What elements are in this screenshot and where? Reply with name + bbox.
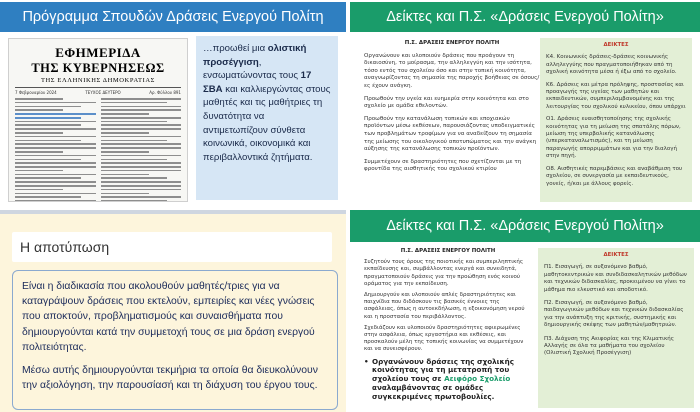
- quote-text-3: και καλλιεργώντας στους μαθητές και τις μαθήτριες τη δυνατότητα να αντιμετωπίζουν σύνθετα κοινωνικά, οικονομικά και περιβαλλοντικά ζητήματα.: [203, 83, 331, 163]
- slide-4-right-caption: ΔΕΙΚΤΕΣ: [603, 252, 629, 258]
- slide-4-left-caption: Π.Σ. ΔΡΑΣΕΙΣ ΕΝΕΡΓΟΥ ΠΟΛΙΤΗ: [400, 248, 496, 254]
- slide-2-indicator: Κ4. Κοινωνικές δράσεις-δράσεις κοινωνικής αλληλεγγύης που πραγματοποιήθηκαν από τη σχολική κοινότητα μέσα ή έξω από το σχολείο.: [546, 54, 677, 76]
- gazette-head-2: ΤΗΣ ΚΥΒΕΡΝΗΣΕΩΣ: [31, 61, 165, 75]
- gazette-meta: [15, 90, 181, 95]
- slide-1-title: Πρόγραμμα Σπουδών Δράσεις Ενεργού Πολίτη: [0, 2, 346, 32]
- gazette-issue: ΤΕΥΧΟΣ ΔΕΥΤΕΡΟ: [85, 90, 121, 95]
- gazette-image: [8, 38, 188, 202]
- slide-1[interactable]: [0, 0, 346, 206]
- slide-4-bullet: [364, 358, 532, 402]
- slide-2-left-paragraph: Προωθούν την υγεία και ευημερία στην κοινότητα και στο σχολείο με ομάδα εθελοντών.: [364, 95, 529, 110]
- slide-2-indicator: Ο8. Αισθητικές παρεμβάσεις και αναβάθμιση του σχολείου, σε συνεργασία με εκπαιδευτικούς, γονείς, ή/και με άλλους φορείς.: [546, 165, 683, 187]
- quote-text-1: …προωθεί μια: [203, 43, 268, 54]
- slide-3[interactable]: [0, 210, 346, 412]
- gazette-sheet: Αρ. Φύλλου 891: [149, 90, 181, 95]
- slide-2-title: Δείκτες και Π.Σ. «Δράσεις Ενεργού Πολίτη»: [350, 2, 700, 32]
- bullet-text-2: αναλαμβάνοντας σε ομάδες συγκεκριμένες πρωτοβουλίες.: [372, 383, 495, 401]
- slide-4[interactable]: [350, 210, 700, 412]
- slide-4-indicator: Π1. Εισαγωγή, σε αυξανόμενο βαθμό, μαθητοκεντρικών και συνδιδασκαλητικών μεθόδων και τεχνικών διδασκαλίας, προκειμένου να γίνει το μάθημα πιο ελκυστικό και αποδοτικό.: [544, 264, 687, 293]
- slide-2-left-paragraph: Συμμετέχουν σε δραστηριότητες που σχετίζονται με τη φροντίδα της αισθητικής του σχολικού κτιρίου: [364, 158, 522, 173]
- slide-2[interactable]: [350, 0, 700, 206]
- bullet-text-1: Οργανώνουν δράσεις της σχολικής κοινότητας για τη μετατροπή του σχολείου τους σε: [372, 356, 514, 384]
- slide-2-curriculum-column: [364, 40, 540, 204]
- bullet-highlight: Αειφόρο Σχολείο: [444, 374, 511, 384]
- slide-4-curriculum-column: [364, 248, 532, 412]
- gazette-head-3: ΤΗΣ ΕΛΛΗΝΙΚΗΣ ΔΗΜΟΚΡΑΤΙΑΣ: [40, 77, 156, 84]
- slide-4-left-paragraph: Σχεδιάζουν και υλοποιούν δραστηριότητες αφιερωμένες στην ασφάλεια, όπως εργαστήρια και εκθέσεις, και προσκαλούν μέλη της τοπικής κοινωνίας να συμμετέχουν και να συνεισφέρουν.: [364, 324, 524, 353]
- gazette-text-columns: [15, 98, 181, 202]
- slide-4-indicator: Π2. Εισαγωγή, σε αυξανόμενο βαθμό, παιδαγωγικών μεθόδων και τεχνικών διδασκαλίας για την ανάπτυξη της κριτικής, συστημικής και δημιουργικής σκέψης των μαθητών/μαθητριών.: [544, 300, 684, 329]
- slide-3-paragraph-2: Μέσω αυτής δημιουργούνται τεκμήρια τα οποία θα διευκολύνουν την αξιολόγηση, την παρουσίασή και τη διάχυση του έργου τους.: [22, 365, 318, 392]
- gazette-date: 7 Φεβρουαρίου 2024: [15, 90, 57, 95]
- slide-2-indicator: Ο1. Δράσεις ευαισθητοποίησης της σχολικής κοινότητας για τη μείωση της σπατάλης πόρων, μείωση της υπερβολικής κατανάλωσης (υπερκαταναλωτισμός), και τη μείωση παραγωγής απορριμμάτων και για την διαλογή στην πηγή.: [546, 116, 681, 160]
- slide-3-paragraph-1: Είναι η διαδικασία που ακολουθούν μαθητές/τριες για να καταγράψουν δράσεις που εκτελούν, εμπειρίες και νέες γνώσεις που αποκτούν, προβληματισμούς και συναισθήματα που δημιουργούνται κατά την συμμετοχή τους σε μια δράση ενεργού πολιτειότητας.: [22, 281, 315, 353]
- slide-2-left-paragraph: Οργανώνουν και υλοποιούν δράσεις που προάγουν τη δικαιοσύνη, το μοίρασμα, την αλληλεγγύη και την ισότητα, τόσο εντός του σχολείου όσο και στην τοπική κοινότητα, αναγνωρίζοντας τη σημασία της παροχής βοήθειας σε όσους/ες έχουν ανάγκη.: [364, 52, 540, 89]
- gazette-rule: [15, 87, 181, 88]
- slide-3-body: [12, 270, 338, 410]
- slide-2-left-paragraph: Προωθούν την κατανάλωση τοπικών και εποχιακών προϊόντων μέσω εκθέσεων, παρουσιάζοντας υποδειγματικές των προβλημάτων τροφίμων για να αναδείξουν τη σημασία της μείωσης του οικολογικού αποτυπώματος και την ανάγκη αύξησης της κατανάλωσης τοπικών προϊόντων.: [364, 115, 537, 153]
- slide-4-left-paragraph: Συζητούν τους όρους της ποιοτικής και συμπεριληπτικής εκπαίδευσης και, συμβάλλοντας ενεργά και συνειδητά, πραγματοποιούν δράσεις για την προώθηση ενός κοινού οράματος για την εκπαίδευση.: [364, 259, 524, 287]
- slide-4-left-paragraph: Δημιουργούν και υλοποιούν απλές δραστηριότητες και παιχνίδια που διδάσκουν τις βασικές έννοιες της ασφάλειας, όπως η αυτοεκδήλωση, η εξοικονόμηση νερού και η προστασία του περιβάλλοντος.: [364, 292, 525, 320]
- gazette-column-right: [101, 98, 182, 202]
- slide-2-indicators-column: [540, 38, 692, 202]
- quote-bold-1: ολιστική προσέγγιση: [203, 43, 307, 68]
- slide-1-quote-box: [196, 36, 338, 200]
- quote-text-2: , ενσωματώνοντας τους: [203, 56, 301, 82]
- gazette-head-1: ΕΦΗΜΕΡΙΔΑ: [55, 45, 141, 60]
- slide-2-indicator: Κ6. Δράσεις και μέτρα πρόληψης, προστασίας και προαγωγής της υγείας των μαθητών και εκπαιδευτικών, συμπεριλαμβανομένης και της λειτουργίας του σχολικού κυλικείου, όπου υπάρχει: [546, 81, 686, 110]
- slide-2-right-caption: ΔΕΙΚΤΕΣ: [603, 42, 629, 48]
- slide-4-title: Δείκτες και Π.Σ. «Δράσεις Ενεργού Πολίτη»: [350, 210, 700, 242]
- gazette-column-left: [15, 98, 96, 202]
- quote-bold-2: 17 ΣΒΑ: [203, 70, 312, 95]
- slide-4-bullet-list: [364, 358, 532, 402]
- slide-2-left-caption: Π.Σ. ΔΡΑΣΕΙΣ ΕΝΕΡΓΟΥ ΠΟΛΙΤΗ: [404, 40, 500, 46]
- slide-4-indicators-column: [538, 248, 694, 408]
- slide-3-title: Η αποτύπωση: [12, 232, 332, 262]
- slide-4-indicator: Π3. Διάχυση της Αειφορίας και της Κλιματικής Αλλαγής σε όλα τα μαθήματα του σχολείου (Ολιστική Σχολική Προσέγγιση): [544, 335, 675, 357]
